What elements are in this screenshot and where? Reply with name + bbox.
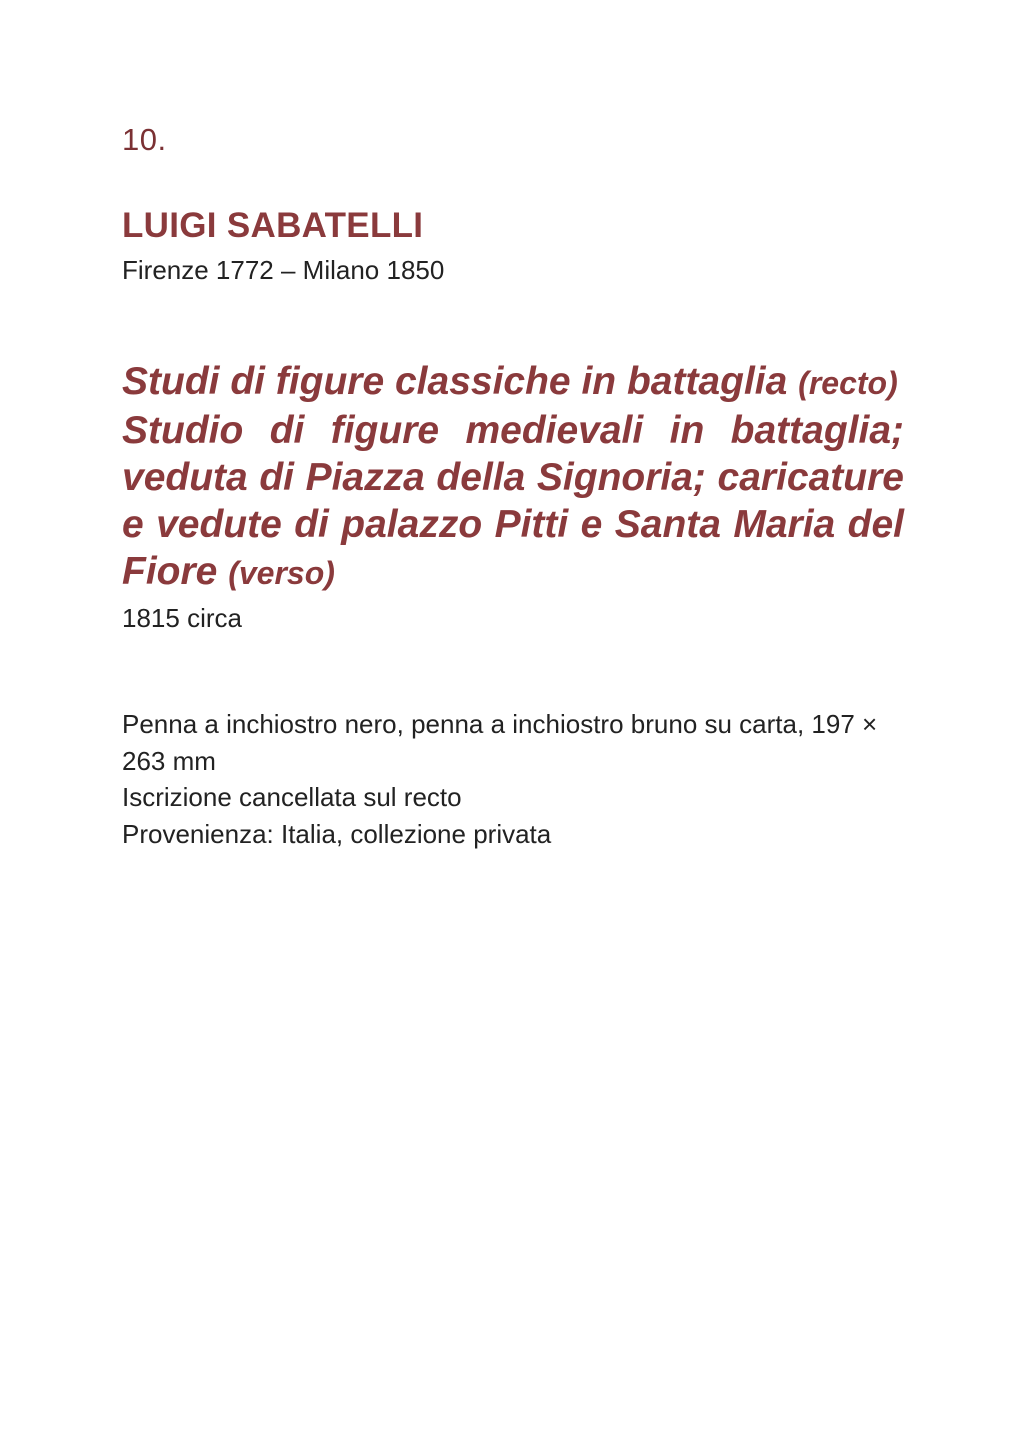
artist-name: LUIGI SABATELLI bbox=[122, 206, 424, 245]
recto-label: (recto) bbox=[798, 365, 898, 401]
artist-dates: Firenze 1772 – Milano 1850 bbox=[122, 255, 445, 285]
work-title-verso: Studio di figure medievali in battaglia; veduta di Piazza della Signoria; caricature e vedute di palazzo Pitti e Santa Maria del Fiore bbox=[122, 409, 904, 593]
inscription: Iscrizione cancellata sul recto bbox=[122, 782, 462, 812]
medium-dimensions: Penna a inchiostro nero, penna a inchiostro bruno su carta, 197 × 263 mm bbox=[122, 709, 878, 776]
verso-label: (verso) bbox=[228, 555, 335, 591]
work-date: 1815 circa bbox=[122, 603, 242, 633]
catalogue-number: 10. bbox=[122, 122, 167, 157]
work-title bbox=[122, 358, 904, 597]
work-details bbox=[122, 706, 904, 852]
provenance: Provenienza: Italia, collezione privata bbox=[122, 818, 552, 849]
work-title-recto: Studi di figure classiche in battaglia bbox=[122, 360, 788, 403]
